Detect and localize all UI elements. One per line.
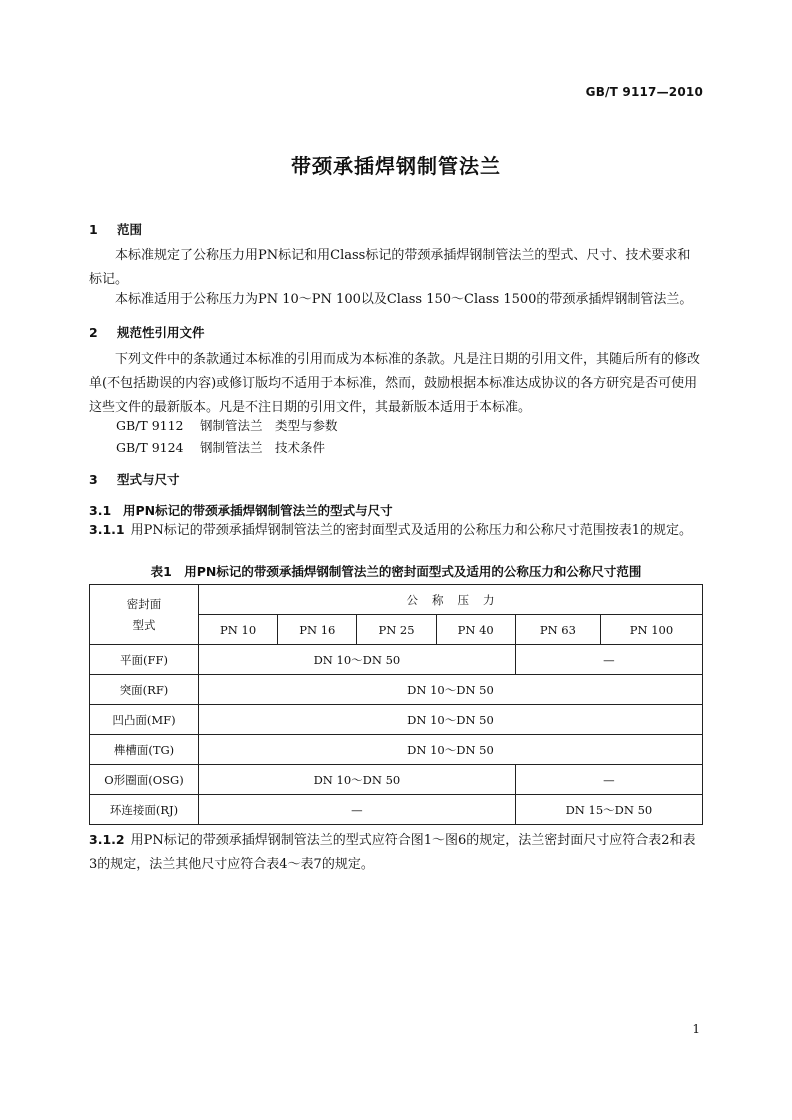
- clause-text: 用PN标记的带颈承插焊钢制管法兰的密封面型式及适用的公称压力和公称尺寸范围按表1的规定。: [130, 523, 692, 538]
- table-row: [90, 795, 703, 825]
- reference-title: 钢制管法兰 技术条件: [200, 440, 326, 455]
- seal-type-cell: 平面(FF): [90, 645, 199, 675]
- seal-type-header-line-1: 密封面: [126, 596, 162, 611]
- section-number: 3.1: [89, 503, 112, 518]
- table-row: [90, 765, 703, 795]
- pressure-column-header: PN 63: [515, 615, 600, 645]
- seal-type-cell: O形圈面(OSG): [90, 765, 199, 795]
- size-range-cell: DN 15～DN 50: [515, 795, 702, 825]
- reference-code: GB/T 9124: [116, 440, 184, 455]
- clause-number: 3.1.2: [89, 832, 125, 847]
- size-range-cell: DN 10～DN 50: [199, 675, 703, 705]
- size-range-cell: DN 10～DN 50: [199, 645, 516, 675]
- reference-item: [116, 438, 325, 456]
- pressure-column-header: PN 100: [600, 615, 702, 645]
- section-number: 1: [89, 222, 98, 237]
- seal-type-header-line-2: 型式: [132, 617, 156, 632]
- section-title: 范围: [117, 222, 143, 237]
- section-title: 型式与尺寸: [117, 472, 180, 487]
- reference-code: GB/T 9112: [116, 418, 184, 433]
- pressure-column-header: PN 10: [199, 615, 278, 645]
- table-row: [90, 705, 703, 735]
- nominal-pressure-header: 公称压力: [199, 585, 703, 615]
- section-1-paragraph-2: 本标准适用于公称压力为PN 10～PN 100以及Class 150～Class 1500的带颈承插焊钢制管法兰。: [115, 292, 693, 307]
- table-row: [90, 675, 703, 705]
- table-1-caption: 表1 用PN标记的带颈承插焊钢制管法兰的密封面型式及适用的公称压力和公称尺寸范围: [150, 564, 642, 579]
- page-title: 带颈承插焊钢制管法兰: [291, 154, 501, 178]
- pressure-column-header: PN 16: [278, 615, 357, 645]
- seal-type-cell: 凹凸面(MF): [90, 705, 199, 735]
- seal-type-cell: 环连接面(RJ): [90, 795, 199, 825]
- table-1: [89, 584, 703, 825]
- section-title: 用PN标记的带颈承插焊钢制管法兰的型式与尺寸: [123, 503, 393, 518]
- section-title: 规范性引用文件: [117, 325, 205, 340]
- reference-title: 钢制管法兰 类型与参数: [200, 418, 338, 433]
- section-3-heading: [89, 470, 180, 488]
- size-range-cell: DN 10～DN 50: [199, 765, 516, 795]
- size-range-cell: —: [515, 765, 702, 795]
- section-number: 2: [89, 325, 98, 340]
- pressure-column-header: PN 25: [357, 615, 436, 645]
- section-2-heading: [89, 323, 205, 341]
- clause-number: 3.1.1: [89, 522, 125, 537]
- seal-type-cell: 榫槽面(TG): [90, 735, 199, 765]
- table-row: [90, 735, 703, 765]
- section-number: 3: [89, 472, 98, 487]
- standard-code: GB/T 9117—2010: [585, 85, 703, 99]
- subsection-3-1-heading: [89, 501, 393, 519]
- reference-item: [116, 416, 338, 434]
- size-range-cell: DN 10～DN 50: [199, 705, 703, 735]
- pressure-column-header: PN 40: [436, 615, 515, 645]
- seal-type-header: [90, 585, 199, 645]
- clause-3-1-2: [89, 828, 703, 877]
- clause-text: 用PN标记的带颈承插焊钢制管法兰的型式应符合图1～图6的规定，法兰密封面尺寸应符合表2和表3的规定，法兰其他尺寸应符合表4～表7的规定。: [89, 833, 696, 872]
- size-range-cell: —: [515, 645, 702, 675]
- section-1-heading: [89, 220, 142, 238]
- size-range-cell: DN 10～DN 50: [199, 735, 703, 765]
- section-2-paragraph: 下列文件中的条款通过本标准的引用而成为本标准的条款。凡是注日期的引用文件，其随后所有的修改单(不包括勘误的内容)或修订版均不适用于本标准，然而，鼓励根据本标准达成协议的各方研究是否可使用这些文件的最新版本。凡是不注日期的引用文件，其最新版本适用于本标准。: [89, 352, 701, 415]
- table-row: [90, 645, 703, 675]
- size-range-cell: —: [199, 795, 516, 825]
- section-1-paragraph-1: 本标准规定了公称压力用PN标记和用Class标记的带颈承插焊钢制管法兰的型式、尺寸、技术要求和标记。: [89, 248, 691, 287]
- clause-3-1-1: [89, 518, 703, 543]
- seal-type-cell: 突面(RF): [90, 675, 199, 705]
- page-number: 1: [692, 1022, 700, 1036]
